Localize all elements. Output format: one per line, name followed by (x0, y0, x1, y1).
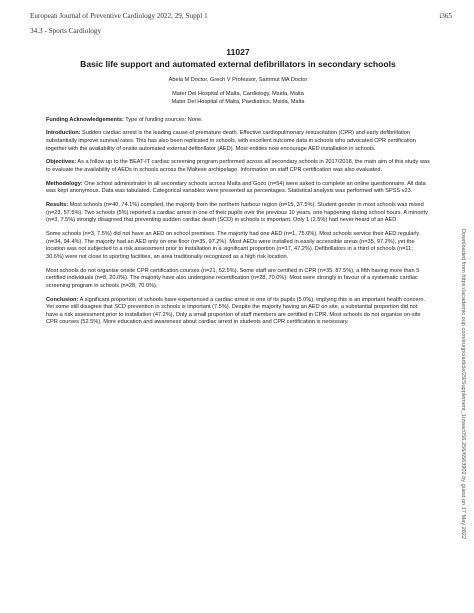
affiliation-2: Mater Dei Hospital of Malta, Paediatrics, Msida, Malta (171, 99, 305, 106)
download-sidebar (458, 160, 468, 608)
funding-paragraph (46, 117, 430, 125)
results-cpr-text: Most schools do not organise onsite CPR certification courses (n=21, 52.5%). Some staff are certified in CPR (n=35, 87.5%), a fifth having more than 5 certified individuals (n=8, 20.0%). The majority have also undergone recertification (n=28, 70.0%). Most were strongly in favour of a systematic cardiac screening program in schools (n=28, 70.0%). (46, 267, 420, 289)
results-paragraph (46, 202, 430, 225)
introduction-text: Sudden cardiac arrest is the leading cause of premature death. Effective cardiopulmonary resuscitation (CPR) and early defibrillation substantially improve survival rates. This has also been replicated in schools, with excellent outcome data in schools who advocated CPR certification together with the availability of onsite automated external defibrillator (AED). Most entities now encourage AED installation in schools. (46, 130, 416, 152)
objectives-text: As a follow up to the BEAT-IT cardiac screening program performed across all secondary schools in 2017/2018, the main aim of this study was to evaluate the availability of AEDs in schools across the Maltese archipelago. Information on staff CPR certification was also evaluated. (46, 159, 430, 173)
methodology-label: Methodology: (46, 180, 83, 187)
results-cpr-paragraph (46, 268, 430, 291)
results-aed-paragraph (46, 231, 430, 261)
methodology-paragraph (46, 181, 430, 196)
abstract-body (46, 47, 430, 333)
objectives-paragraph (46, 159, 430, 174)
download-note: Downloaded from https://academic.oup.com/eurjpc/article/29/Supplement_1/zwac056.256/6563902 by guest on 17 May 2022 (460, 228, 466, 540)
page-number: i365 (439, 12, 452, 20)
conclusion-paragraph (46, 297, 430, 327)
methodology-text: One school administrator in all secondary schools across Malta and Gozo (n=54) were asked to complete an online questionnaire. All data was kept anonymous. Data was tabulated. Categorical variables were presented as percentages. Statistical analysis was performed with SPSS v23. (46, 180, 426, 195)
conclusion-label: Conclusion: (46, 296, 79, 303)
funding-text: Type of funding sources: None. (123, 116, 203, 123)
abstract-number: 11027 (226, 47, 250, 57)
abstract-title: Basic life support and automated external defibrillators in secondary schools (80, 59, 396, 69)
affiliation-1: Mater Dei Hospital of Malta, Cardiology, Msida, Malta (172, 91, 304, 97)
results-label: Results: (46, 202, 69, 209)
results-text: Most schools (n=40, 74.1%) complied, the majority from the northern harbour region (n=15, 37.5%). Student gender in most schools was mixed (n=23, 57.5%). Two schools (5%) reported a cardiac arrest in one of their pupils over the previous 10 years, one happening during school hours. A minority (n=3, 7.5%) strongly disagreed that preventing sudden cardiac death (SCD) in schools is important. Only 1 (2.5%) had never heard of an AED. (46, 202, 428, 224)
journal-citation: European Journal of Preventive Cardiology 2022, 29, Suppl 1 (30, 12, 208, 20)
section-heading: 34.3 - Sports Cardiology (30, 27, 102, 35)
affiliations (46, 90, 430, 107)
results-aed-text: Some schools (n=3, 7.5%) did not have an AED on school premises. The majority had one AED (n=1, 75.0%). Most schools service their AED regularly (n=34, 94.4%). The majority had an AED only on one floor (n=35, 97.2%). Most AEDs were installed in easily accessible areas (n=35, 97.2%), yet the location was not subjected to a risk assessment prior to installation in a significant proportion (n=17, 47.2%). Defibrillators in a third of schools (n=11; 30.6%) were not close to sporting facilities, an area traditionally recognized as a high risk location. (46, 231, 420, 260)
introduction-paragraph (46, 130, 430, 153)
objectives-label: Objectives: (46, 159, 77, 166)
funding-label: Funding Acknowledgements: (46, 116, 124, 123)
author-list: Abela M Doctor, Grech V Professor, Sammut MA Doctor (168, 77, 308, 83)
conclusion-text: A significant proportion of schools have experienced a cardiac arrest in one of its pupils (5.0%), implying this is an important health concern. Yet some still disagree that SCD prevention in schools is important (7.5%). Despite the majority having an AED on site, a substantial proportion did not have a risk assessment prior to installation (47.2%). Only a small proportion of staff members are certified in CPR. Most schools do not organise on-site CPR courses (52.5%). More education and awareness about cardiac arrest in students and CPR certification is necessary. (46, 296, 426, 326)
introduction-label: Introduction: (46, 130, 81, 137)
